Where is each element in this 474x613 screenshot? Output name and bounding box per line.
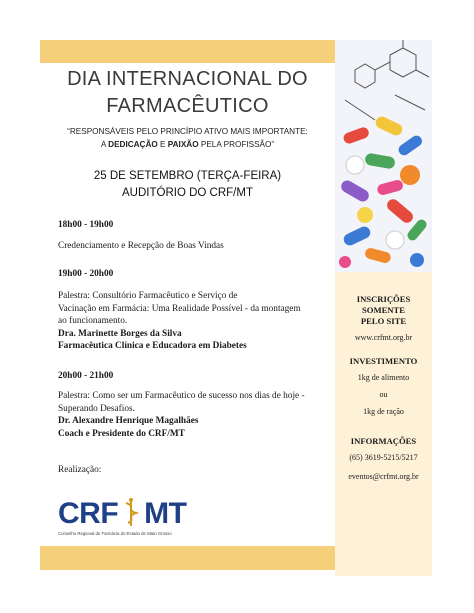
speaker-name: Dra. Marinette Borges da Silva [58, 328, 182, 339]
phone-number: (65) 3619-5215/5217 [349, 453, 418, 462]
agenda-desc-2 [58, 290, 328, 353]
investimento-option-2: 1kg de ração [363, 407, 404, 416]
agenda-desc-line: Palestra: Como ser um Farmacêutico de sucesso nos dias de hoje - [58, 391, 305, 401]
inscricoes-section [335, 294, 432, 343]
investimento-section [335, 356, 432, 417]
event-date-venue [40, 168, 335, 202]
page-title-line-1: DIA INTERNACIONAL DO [67, 68, 308, 90]
agenda-desc-3 [58, 390, 328, 440]
top-accent-bar [40, 40, 335, 63]
caduceus-icon [122, 497, 140, 527]
subtitle-emphasis-dedicacao: DEDICAÇÃO [108, 140, 158, 149]
subtitle-line-2 [50, 138, 325, 151]
inscricoes-heading-2: SOMENTE [362, 305, 405, 315]
subtitle-text-c: E [157, 140, 168, 149]
agenda-time-1 [58, 219, 328, 232]
logo-text-crf: CRF [58, 497, 119, 530]
agenda-time-label: 20h00 - 21h00 [58, 371, 114, 381]
sidebar [335, 40, 432, 576]
realizacao-label: Realização: [58, 465, 102, 475]
agenda-desc-1: Credenciamento e Recepção de Boas Vindas [58, 241, 224, 251]
agenda-desc-line: Vacinação em Farmácia: Uma Realidade Possível - da montagem [58, 303, 301, 314]
crf-mt-logo [58, 497, 218, 537]
investimento-or: ou [379, 390, 388, 399]
agenda-time-2 [58, 268, 328, 281]
website-link[interactable]: www.crfmt.org.br [354, 333, 413, 342]
pills-illustration [335, 40, 432, 272]
pills-molecule-icon [335, 40, 432, 272]
investimento-option-1: 1kg de alimento [357, 373, 410, 382]
agenda-time-label: 18h00 - 19h00 [58, 220, 114, 230]
speaker-name: Dr. Alexandre Henrique Magalhães [58, 416, 199, 426]
inscricoes-heading-3: PELO SITE [360, 316, 407, 326]
agenda-time-3 [58, 370, 328, 383]
logo-caption: Conselho Regional de Farmácia do Estado de Mato Grosso [58, 531, 172, 536]
informacoes-heading: INFORMAÇÕES [350, 436, 417, 446]
event-venue: AUDITÓRIO DO CRF/MT [122, 187, 253, 199]
page-title-line-2: FARMACÊUTICO [106, 95, 269, 117]
logo-text-mt: MT [144, 497, 187, 530]
inscricoes-heading-1: INSCRIÇÕES [356, 294, 411, 304]
subtitle-text-a: A [100, 140, 109, 149]
investimento-heading: INVESTIMENTO [349, 356, 418, 366]
agenda-desc-line: Superando Desafios. [58, 403, 135, 414]
informacoes-section [335, 436, 432, 482]
agenda-time-label: 19h00 - 20h00 [58, 269, 114, 279]
speaker-role: Farmacêutica Clínica e Educadora em Diabetes [58, 341, 247, 351]
agenda-desc-line: Palestra: Consultório Farmacêutico e Serviço de [58, 291, 238, 301]
email-link[interactable]: eventos@crfmt.org.br [348, 472, 419, 481]
event-flyer [40, 40, 432, 576]
agenda-desc-line: ao funcionamento. [58, 316, 128, 326]
subtitle-text-e: PELA PROFISSÃO” [198, 140, 275, 149]
subtitle-emphasis-paixao: PAIXÃO [167, 140, 199, 149]
subtitle-line-1: “RESPONSÁVEIS PELO PRINCÍPIO ATIVO MAIS IMPORTANTE: [67, 127, 308, 136]
bottom-accent-bar [40, 546, 335, 570]
event-date: 25 DE SETEMBRO (TERÇA-FEIRA) [93, 170, 282, 182]
speaker-role: Coach e Presidente do CRF/MT [58, 428, 185, 439]
subtitle [50, 125, 325, 151]
